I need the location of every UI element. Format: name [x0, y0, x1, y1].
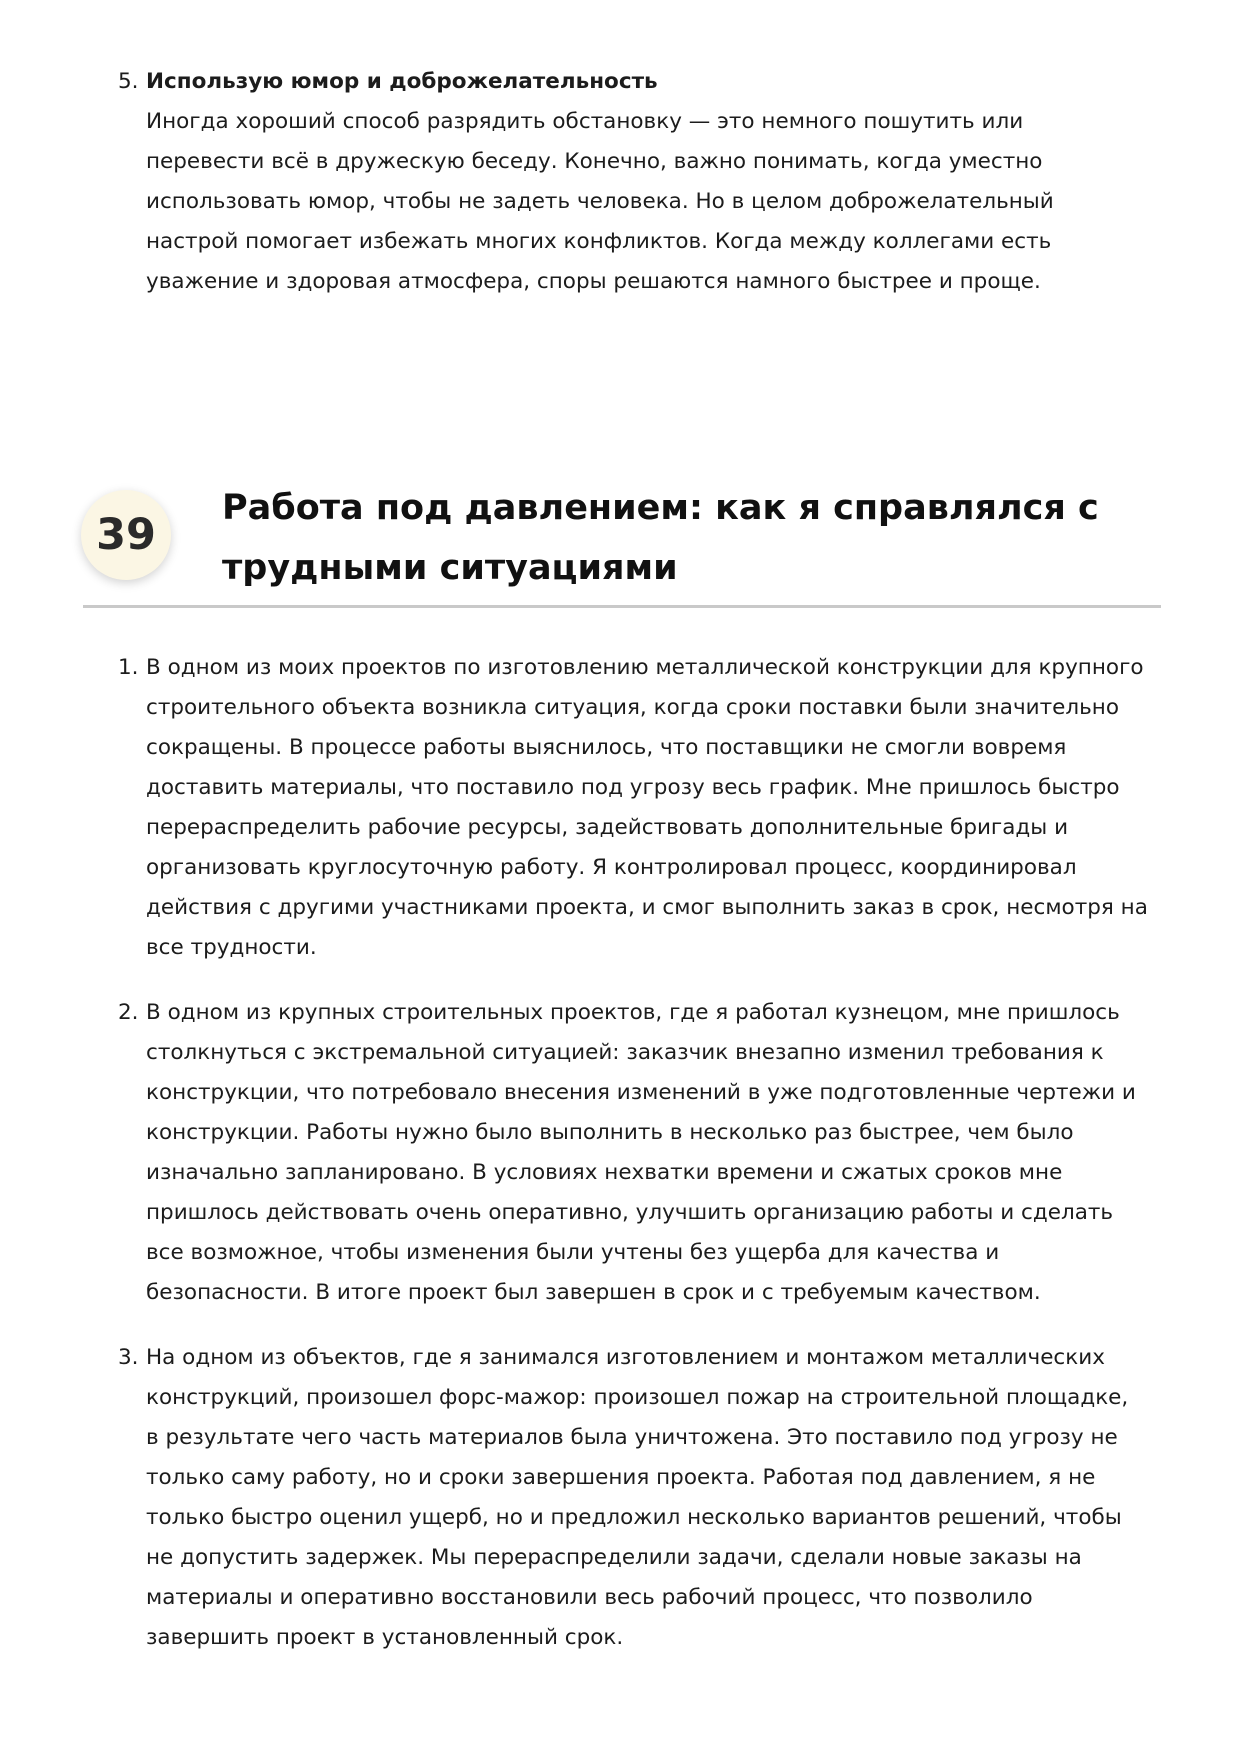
item-line: конструкции, что потребовало внесения изменений в уже подготовленные чертежи и: [146, 1080, 1136, 1105]
item-line: действия с другими участниками проекта, и смог выполнить заказ в срок, несмотря на: [146, 895, 1148, 920]
chapter-title: [222, 478, 1122, 598]
chapter-divider: [83, 605, 1161, 608]
item-line: сокращены. В процессе работы выяснилось, что поставщики не смогли вовремя: [146, 735, 1067, 760]
item-line: использовать юмор, чтобы не задеть человека. Но в целом доброжелательный: [146, 189, 1054, 214]
chapter-title-line: Работа под давлением: как я справлялся с: [222, 488, 1099, 528]
chapter-title-line: трудными ситуациями: [222, 548, 678, 588]
item-line: пришлось действовать очень оперативно, улучшить организацию работы и сделать: [146, 1200, 1114, 1225]
item-line: безопасности. В итоге проект был завершен в срок и с требуемым качеством.: [146, 1280, 1041, 1305]
item-line: уважение и здоровая атмосфера, споры решаются намного быстрее и проще.: [146, 269, 1041, 294]
item-line: перевести всё в дружескую беседу. Конечно, важно понимать, когда уместно: [146, 149, 1043, 174]
item-line: организовать круглосуточную работу. Я контролировал процесс, координировал: [146, 855, 1077, 880]
list-item: [118, 993, 1168, 1313]
item-line: строительного объекта возникла ситуация, когда сроки поставки были значительно: [146, 695, 1120, 720]
item-title: Использую юмор и доброжелательность: [146, 69, 658, 94]
item-line: все трудности.: [146, 935, 317, 960]
item-line: завершить проект в установленный срок.: [146, 1625, 624, 1650]
item-line: только быстро оценил ущерб, но и предложил несколько вариантов решений, чтобы: [146, 1505, 1122, 1530]
list-item: [118, 648, 1168, 968]
item-line: В одном из крупных строительных проектов, где я работал кузнецом, мне пришлось: [146, 1000, 1120, 1025]
item-line: настрой помогает избежать многих конфликтов. Когда между коллегами есть: [146, 229, 1052, 254]
item-text: [146, 993, 1168, 1313]
item-body: [146, 62, 1118, 302]
item-line: изначально запланировано. В условиях нехватки времени и сжатых сроков мне: [146, 1160, 1063, 1185]
item-line: конструкции. Работы нужно было выполнить в несколько раз быстрее, чем было: [146, 1120, 1074, 1145]
item-line: перераспределить рабочие ресурсы, задействовать дополнительные бригады и: [146, 815, 1069, 840]
list-item: [118, 1338, 1168, 1658]
item-line: Иногда хороший способ разрядить обстановку — это немного пошутить или: [146, 109, 1024, 134]
item-number: 5.: [118, 69, 139, 94]
item-line: в результате чего часть материалов была уничтожена. Это поставило под угрозу не: [146, 1425, 1118, 1450]
item-line: конструкций, произошел форс-мажор: произошел пожар на строительной площадке,: [146, 1385, 1129, 1410]
item-line: только саму работу, но и сроки завершения проекта. Работая под давлением, я не: [146, 1465, 1096, 1490]
item-text: [146, 1338, 1168, 1658]
item-line: На одном из объектов, где я занимался изготовлением и монтажом металлических: [146, 1345, 1105, 1370]
item-line: доставить материалы, что поставило под угрозу весь график. Мне пришлось быстро: [146, 775, 1120, 800]
item-number: 3.: [118, 1345, 139, 1370]
item-line: столкнуться с экстремальной ситуацией: заказчик внезапно изменил требования к: [146, 1040, 1104, 1065]
item-text: [146, 648, 1168, 968]
chapter-number-badge: 39: [81, 490, 171, 580]
situations-list: [118, 648, 1168, 1683]
item-number: 1.: [118, 655, 139, 680]
item-line: материалы и оперативно восстановили весь рабочий процесс, что позволило: [146, 1585, 1033, 1610]
item-line: В одном из моих проектов по изготовлению металлической конструкции для крупного: [146, 655, 1144, 680]
item-line: все возможное, чтобы изменения были учтены без ущерба для качества и: [146, 1240, 1000, 1265]
item-number: 2.: [118, 1000, 139, 1025]
previous-list-item: [118, 62, 1118, 302]
item-line: не допустить задержек. Мы перераспределили задачи, сделали новые заказы на: [146, 1545, 1082, 1570]
